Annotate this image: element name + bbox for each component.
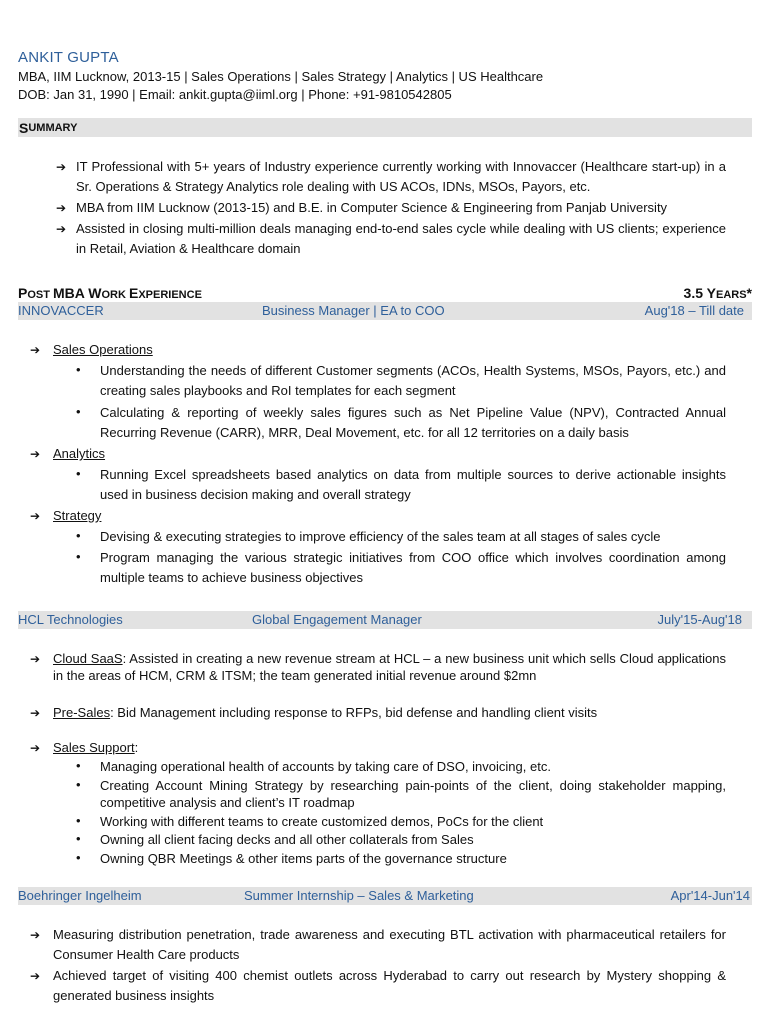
arrow-bullet-icon: ➔	[30, 509, 41, 523]
bullet-text: Working with different teams to create customized demos, PoCs for the client	[100, 814, 544, 829]
bullet-icon: •	[76, 404, 81, 419]
summary-heading-rest: UMMARY	[28, 121, 78, 134]
bullet-text: Owning all client facing decks and all other collaterals from Sales	[100, 832, 474, 847]
arrow-bullet-icon: ➔	[30, 343, 41, 357]
summary-item: IT Professional with 5+ years of Industry experience currently working with Innovaccer (Healthcare start-up) in a Sr. Operations & Strategy Analytics role dealing with US ACOs, IDNs, MSOs, Payors, etc.	[76, 159, 726, 194]
company-name: HCL Technologies	[18, 612, 123, 627]
company-band-innovaccer	[18, 302, 752, 320]
pre-sales-text: Pre-Sales: Bid Management including response to RFPs, bid defense and handling client visits	[53, 705, 598, 720]
arrow-bullet-icon: ➔	[30, 706, 41, 720]
company-band-hcl	[18, 611, 752, 629]
arrow-bullet-icon: ➔	[56, 222, 67, 236]
job-role: Business Manager | EA to COO	[262, 303, 445, 318]
contact-line: DOB: Jan 31, 1990 | Email: ankit.gupta@iiml.org | Phone: +91-9810542805	[18, 87, 452, 102]
summary-item: MBA from IIM Lucknow (2013-15) and B.E. in Computer Science & Engineering from Panjab University	[76, 200, 668, 215]
bullet-icon: •	[76, 362, 81, 377]
bullet-icon: •	[76, 466, 81, 481]
bullet-text: Achieved target of visiting 400 chemist outlets across Hyderabad to carry out research by Mystery shopping & generated business insights	[53, 968, 726, 1003]
section-heading-strategy: Strategy	[53, 508, 102, 523]
company-band-boehringer	[18, 887, 752, 905]
bullet-icon: •	[76, 777, 81, 792]
bullet-text: Managing operational health of accounts by taking care of DSO, invoicing, etc.	[100, 759, 551, 774]
job-role: Summer Internship – Sales & Marketing	[244, 888, 474, 903]
bullet-text: Program managing the various strategic initiatives from COO office which involves coordination among multiple teams to achieve business objectives	[100, 550, 726, 585]
bullet-text: Creating Account Mining Strategy by researching pain-points of the client, doing stakeholder mapping, competitive analysis and client’s IT roadmap	[100, 778, 726, 810]
section-heading-analytics: Analytics	[53, 446, 106, 461]
bullet-icon: •	[76, 850, 81, 865]
arrow-bullet-icon: ➔	[56, 160, 67, 174]
bullet-text: Devising & executing strategies to improve efficiency of the sales team at all stages of sales cycle	[100, 529, 661, 544]
bullet-icon: •	[76, 831, 81, 846]
arrow-bullet-icon: ➔	[30, 447, 41, 461]
job-dates: July'15-Aug'18	[657, 612, 742, 627]
job-dates: Aug'18 – Till date	[644, 303, 744, 318]
arrow-bullet-icon: ➔	[30, 928, 41, 942]
company-name: Boehringer Ingelheim	[18, 888, 142, 903]
section-heading-sales-support: Sales Support:	[53, 740, 139, 755]
bullet-icon: •	[76, 549, 81, 564]
bullet-icon: •	[76, 813, 81, 828]
bullet-text: Understanding the needs of different Customer segments (ACOs, Health Systems, MSOs, Payors, etc.) and creating sales playbooks and RoI templates for each segment	[100, 363, 726, 398]
job-dates: Apr'14-Jun'14	[670, 888, 750, 903]
bullet-text: Calculating & reporting of weekly sales figures such as Net Pipeline Value (NPV), Contracted Annual Recurring Revenue (CARR), MRR, Deal Movement, etc. for all 12 territories on a daily basis	[100, 405, 726, 440]
cloud-saas-text: Cloud SaaS: Assisted in creating a new revenue stream at HCL – a new business unit which sells Cloud applications in the areas of HCM, CRM & ITSM; the team generated initial revenue around $2mn	[53, 651, 726, 683]
experience-heading-label: POST MBA WORK EXPERIENCE	[18, 285, 202, 301]
arrow-bullet-icon: ➔	[30, 741, 41, 755]
experience-heading	[18, 284, 752, 302]
summary-item: Assisted in closing multi-million deals managing end-to-end sales cycle while dealing with US clients; experience in Retail, Aviation & Healthcare domain	[76, 221, 726, 256]
experience-duration: 3.5 YEARS*	[683, 285, 752, 301]
arrow-bullet-icon: ➔	[30, 652, 41, 666]
bullet-text: Owning QBR Meetings & other items parts of the governance structure	[100, 851, 507, 866]
summary-heading-initial: S	[19, 119, 29, 136]
section-heading-sales-operations: Sales Operations	[53, 342, 153, 357]
candidate-name: ANKIT GUPTA	[18, 49, 119, 66]
resume-page	[18, 0, 752, 1024]
arrow-bullet-icon: ➔	[56, 201, 67, 215]
bullet-text: Measuring distribution penetration, trade awareness and executing BTL activation with pharmaceutical retailers for Consumer Health Care products	[53, 927, 726, 962]
arrow-bullet-icon: ➔	[30, 969, 41, 983]
company-name: INNOVACCER	[18, 303, 104, 318]
summary-heading	[18, 118, 752, 137]
bullet-text: Running Excel spreadsheets based analytics on data from multiple sources to derive actionable insights used in business decision making and overall strategy	[100, 467, 726, 502]
bullet-icon: •	[76, 528, 81, 543]
job-role: Global Engagement Manager	[252, 612, 422, 627]
bullet-icon: •	[76, 758, 81, 773]
education-summary-line: MBA, IIM Lucknow, 2013-15 | Sales Operations | Sales Strategy | Analytics | US Healthcare	[18, 69, 544, 84]
